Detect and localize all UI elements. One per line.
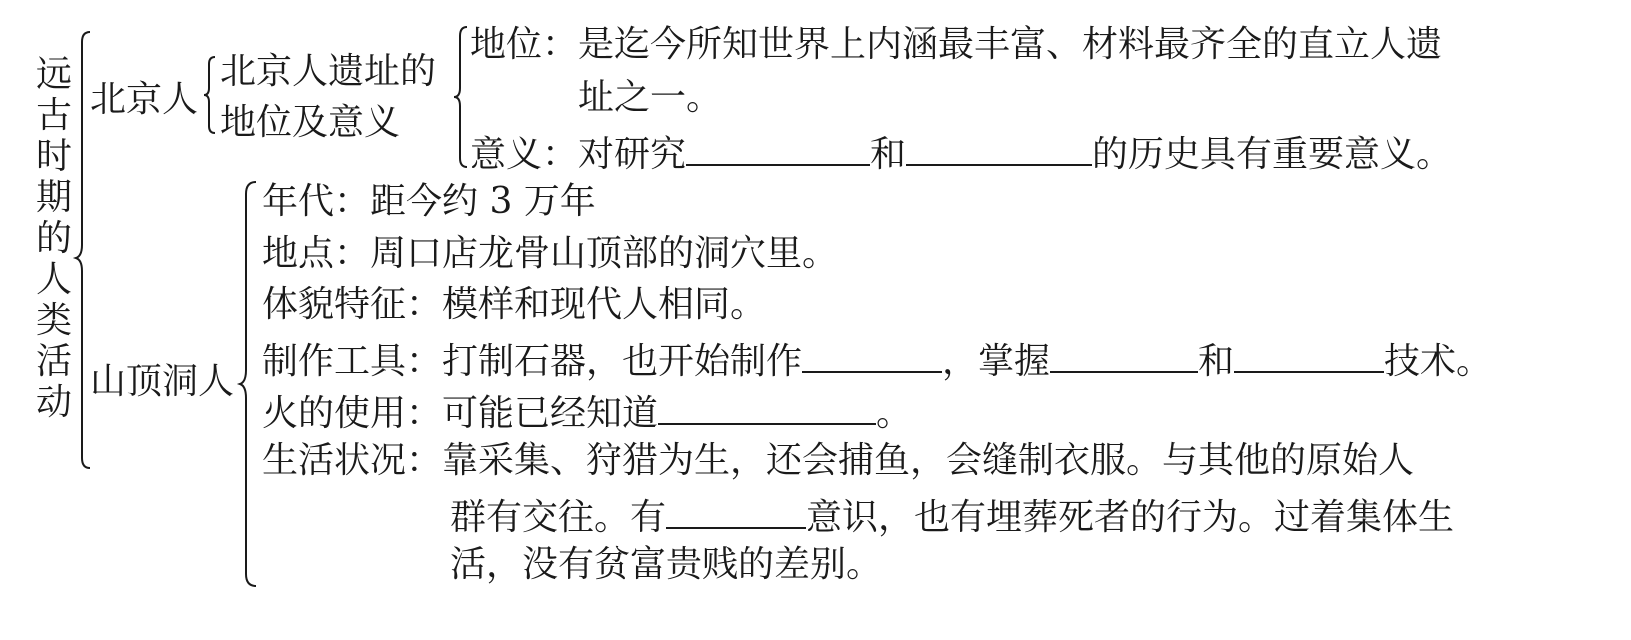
title-char: 活 bbox=[35, 341, 72, 382]
tools-connector-1: ，掌握 bbox=[942, 341, 1051, 382]
title-char: 人 bbox=[35, 259, 72, 300]
fire-suffix: 。 bbox=[876, 393, 913, 434]
tools-prefix: 制作工具：打制石器，也开始制作 bbox=[262, 341, 803, 382]
peking-status-line2: 址之一。 bbox=[578, 77, 723, 118]
meaning-blank-2[interactable] bbox=[906, 130, 1092, 166]
life-line1: 生活状况：靠采集、狩猎为生，还会捕鱼，会缝制衣服。与其他的原始人 bbox=[262, 440, 1415, 481]
peking-sub-line1: 北京人遗址的 bbox=[220, 51, 437, 92]
title-char: 类 bbox=[35, 300, 72, 341]
tools-suffix: 技术。 bbox=[1384, 341, 1493, 382]
peking-brace bbox=[202, 55, 218, 135]
fire-prefix: 火的使用：可能已经知道 bbox=[262, 393, 659, 434]
title-char: 时 bbox=[35, 136, 72, 177]
tools-line bbox=[262, 337, 1492, 382]
peking-status-line1: 地位：是迄今所知世界上内涵最丰富、材料最齐全的直立人遗 bbox=[470, 24, 1443, 65]
title-char: 的 bbox=[35, 218, 72, 259]
title-char: 古 bbox=[35, 95, 72, 136]
consciousness-blank[interactable] bbox=[666, 493, 806, 529]
place-line: 地点：周口店龙骨山顶部的洞穴里。 bbox=[262, 233, 839, 274]
title-char: 远 bbox=[35, 54, 72, 95]
tools-blank-2[interactable] bbox=[1050, 337, 1198, 373]
title-char: 期 bbox=[35, 177, 72, 218]
meaning-suffix: 的历史具有重要意义。 bbox=[1092, 134, 1453, 175]
tools-blank-1[interactable] bbox=[802, 337, 942, 373]
meaning-blank-1[interactable] bbox=[686, 130, 870, 166]
meaning-connector: 和 bbox=[870, 134, 907, 175]
peking-sub-line2: 地位及意义 bbox=[220, 102, 401, 143]
fire-line bbox=[262, 389, 912, 434]
tools-blank-3[interactable] bbox=[1234, 337, 1384, 373]
fire-blank[interactable] bbox=[658, 389, 876, 425]
tools-connector-2: 和 bbox=[1198, 341, 1235, 382]
title-char: 动 bbox=[35, 382, 72, 423]
era-line: 年代：距今约 3 万年 bbox=[262, 181, 596, 222]
life-line2 bbox=[450, 493, 1454, 538]
upper-cave-brace bbox=[238, 180, 260, 588]
life-line3: 活，没有贫富贵贱的差别。 bbox=[450, 544, 883, 585]
upper-cave-label: 山顶洞人 bbox=[90, 361, 235, 402]
peking-meaning-line bbox=[470, 130, 1452, 175]
life-prefix: 群有交往。有 bbox=[450, 497, 667, 538]
peking-man-label: 北京人 bbox=[90, 79, 199, 120]
meaning-prefix: 意义：对研究 bbox=[470, 134, 687, 175]
life-suffix: 意识，也有埋葬死者的行为。过着集体生 bbox=[806, 497, 1455, 538]
appearance-line: 体貌特征：模样和现代人相同。 bbox=[262, 284, 767, 325]
site-brace bbox=[452, 25, 470, 170]
